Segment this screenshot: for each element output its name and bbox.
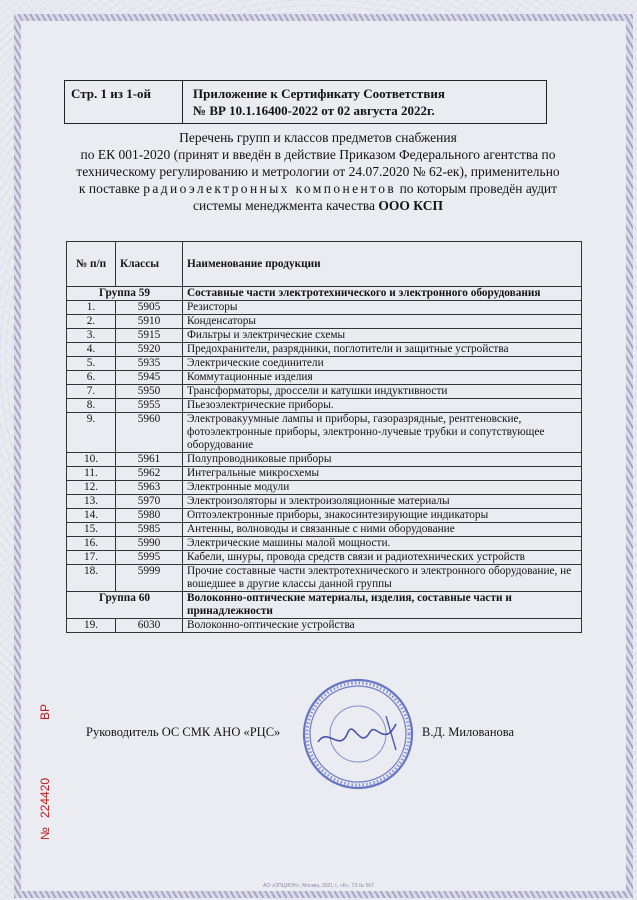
row-num: 6.	[67, 371, 116, 385]
table-row	[67, 619, 582, 633]
signatory-position: Руководитель ОС СМК АНО «РЦС»	[86, 725, 281, 739]
page-label: Стр. 1 из 1-ой	[65, 81, 183, 123]
organization-name: ООО КСП	[378, 198, 444, 213]
group-label: Группа 59	[67, 287, 183, 301]
row-num: 1.	[67, 301, 116, 315]
product-table	[66, 241, 582, 633]
row-num: 16.	[67, 537, 116, 551]
row-name: Предохранители, разрядники, поглотители и защитные устройства	[183, 343, 582, 357]
row-num: 3.	[67, 329, 116, 343]
row-num: 15.	[67, 523, 116, 537]
row-num: 13.	[67, 495, 116, 509]
header-num: № п/п	[67, 242, 116, 287]
row-name: Полупроводниковые приборы	[183, 453, 582, 467]
table-row	[67, 413, 582, 453]
row-name: Резисторы	[183, 301, 582, 315]
row-num: 12.	[67, 481, 116, 495]
header-box	[64, 80, 547, 124]
row-class: 5963	[116, 481, 183, 495]
row-class: 5985	[116, 523, 183, 537]
table-row	[67, 565, 582, 592]
row-num: 14.	[67, 509, 116, 523]
intro-line4-spaced: радиоэлектронных компонентов	[143, 181, 397, 196]
table-row	[67, 551, 582, 565]
table-row	[67, 481, 582, 495]
intro-line4-suffix: по которым проведён аудит	[399, 181, 558, 196]
group-name: Составные части электротехнического и электронного оборудования	[183, 287, 582, 301]
intro-line3: техническому регулированию и метрологии от 24.07.2020 № 62-ек), применительно	[76, 164, 560, 179]
row-class: 5955	[116, 399, 183, 413]
row-num: 19.	[67, 619, 116, 633]
intro-text	[46, 129, 590, 214]
row-class: 5980	[116, 509, 183, 523]
row-class: 5960	[116, 413, 183, 453]
intro-line2: по ЕК 001-2020 (принят и введён в действие Приказом Федерального агентства по	[80, 147, 556, 162]
printer-footer-note: АО «ОПЦИОН», Москва, 2021 г., «Б», ТЗ № 567	[263, 883, 374, 889]
serial-value: 224420	[38, 777, 52, 818]
table-row	[67, 523, 582, 537]
row-name: Фильтры и электрические схемы	[183, 329, 582, 343]
row-class: 5935	[116, 357, 183, 371]
row-num: 8.	[67, 399, 116, 413]
appendix-title-line1: Приложение к Сертификату Соответствия	[193, 86, 445, 101]
row-name: Электронные модули	[183, 481, 582, 495]
group-label: Группа 60	[67, 592, 183, 619]
appendix-title-line2: № ВР 10.1.16400-2022 от 02 августа 2022г.	[193, 103, 435, 118]
table-row	[67, 357, 582, 371]
row-name: Интегральные микросхемы	[183, 467, 582, 481]
table-row	[67, 453, 582, 467]
table-body	[67, 287, 582, 633]
intro-line5-prefix: системы менеджмента качества	[192, 198, 376, 213]
row-class: 5961	[116, 453, 183, 467]
row-num: 2.	[67, 315, 116, 329]
signatory-name: В.Д. Милованова	[422, 725, 515, 739]
table-row	[67, 329, 582, 343]
row-num: 7.	[67, 385, 116, 399]
row-class: 5999	[116, 565, 183, 592]
row-class: 5945	[116, 371, 183, 385]
row-class: 5920	[116, 343, 183, 357]
row-class: 5995	[116, 551, 183, 565]
header-name: Наименование продукции	[183, 242, 582, 287]
row-name: Конденсаторы	[183, 315, 582, 329]
row-name: Кабели, шнуры, провода средств связи и радиотехнических устройств	[183, 551, 582, 565]
row-name: Коммутационные изделия	[183, 371, 582, 385]
table-header-row	[67, 242, 582, 287]
row-name: Оптоэлектронные приборы, знакосинтезирующие индикаторы	[183, 509, 582, 523]
serial-series: ВР	[38, 703, 52, 720]
row-name: Электровакуумные лампы и приборы, газоразрядные, рентгеновские, фотоэлектронные приборы, электронно-лучевые трубки и сопутствующее оборудование	[183, 413, 582, 453]
table-row	[67, 509, 582, 523]
row-name: Трансформаторы, дроссели и катушки индуктивности	[183, 385, 582, 399]
row-class: 5970	[116, 495, 183, 509]
group-row	[67, 592, 582, 619]
row-class: 5905	[116, 301, 183, 315]
serial-number	[38, 700, 58, 840]
row-class: 5910	[116, 315, 183, 329]
table-row	[67, 495, 582, 509]
intro-line4	[46, 180, 590, 197]
row-num: 10.	[67, 453, 116, 467]
row-name: Электрические машины малой мощности.	[183, 537, 582, 551]
row-class: 5950	[116, 385, 183, 399]
table-row	[67, 301, 582, 315]
row-class: 5990	[116, 537, 183, 551]
row-name: Прочие составные части электротехнического и электронного оборудование, не вошедшее в другие классы данной группы	[183, 565, 582, 592]
row-num: 18.	[67, 565, 116, 592]
row-name: Электроизоляторы и электроизоляционные материалы	[183, 495, 582, 509]
row-class: 5962	[116, 467, 183, 481]
group-name: Волоконно-оптические материалы, изделия, составные части и принадлежности	[183, 592, 582, 619]
row-name: Антенны, волноводы и связанные с ними оборудование	[183, 523, 582, 537]
intro-line4-prefix: к поставке	[78, 181, 140, 196]
row-class: 6030	[116, 619, 183, 633]
appendix-title	[183, 81, 546, 123]
row-class: 5915	[116, 329, 183, 343]
row-num: 17.	[67, 551, 116, 565]
table-row	[67, 467, 582, 481]
row-name: Электрические соединители	[183, 357, 582, 371]
row-name: Волоконно-оптические устройства	[183, 619, 582, 633]
row-name: Пьезоэлектрические приборы.	[183, 399, 582, 413]
table-row	[67, 537, 582, 551]
row-num: 11.	[67, 467, 116, 481]
row-num: 9.	[67, 413, 116, 453]
table-row	[67, 371, 582, 385]
intro-line1: Перечень групп и классов предметов снабжения	[179, 130, 457, 145]
table-row	[67, 343, 582, 357]
serial-prefix: №	[38, 827, 52, 840]
intro-line5	[46, 197, 590, 214]
header-classes: Классы	[116, 242, 183, 287]
table-row	[67, 315, 582, 329]
row-num: 5.	[67, 357, 116, 371]
row-num: 4.	[67, 343, 116, 357]
group-row	[67, 287, 582, 301]
round-seal-stamp	[300, 676, 416, 792]
table-row	[67, 385, 582, 399]
table-row	[67, 399, 582, 413]
